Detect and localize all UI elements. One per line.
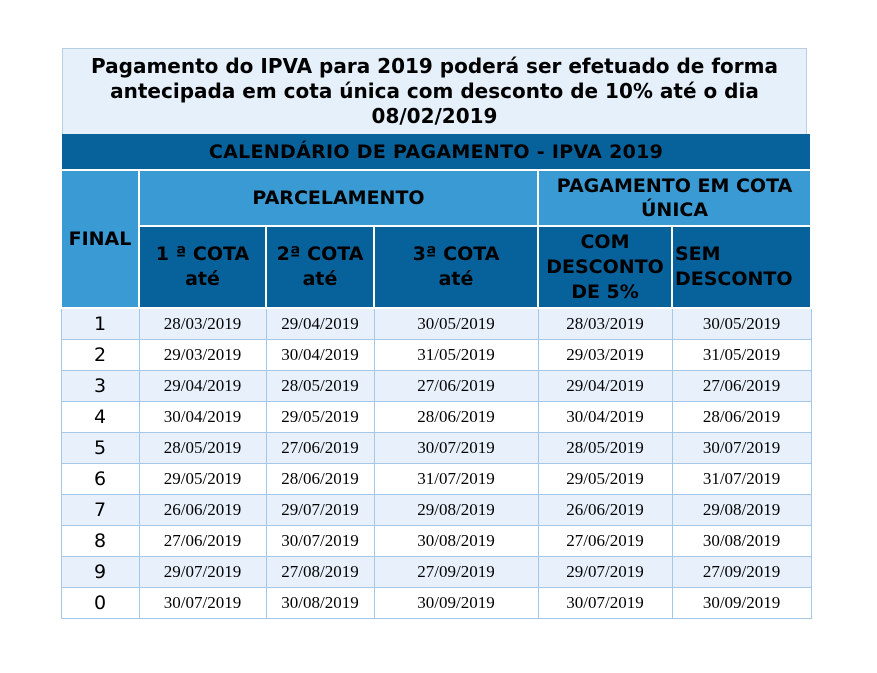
calendar-body [61, 308, 811, 619]
payment-calendar-table [60, 134, 812, 619]
sem-desconto-date-cell: 31/07/2019 [672, 464, 811, 495]
final-header: FINAL [61, 170, 139, 308]
table-row [61, 371, 811, 402]
com-desconto-header [538, 226, 672, 308]
cota1-header-line-1: 1 ª COTA [155, 243, 250, 265]
com-desconto-date-cell: 26/06/2019 [538, 495, 672, 526]
cota2-date-cell: 29/07/2019 [266, 495, 374, 526]
cota-unica-header-line-1: PAGAMENTO EM COTA [556, 175, 793, 197]
cota1-date-cell: 27/06/2019 [139, 526, 266, 557]
cota2-header-line-1: 2ª COTA [276, 243, 364, 265]
table-row [61, 340, 811, 371]
calendar-title: CALENDÁRIO DE PAGAMENTO - IPVA 2019 [61, 134, 811, 170]
com-desconto-date-cell: 29/03/2019 [538, 340, 672, 371]
cota2-date-cell: 30/08/2019 [266, 588, 374, 619]
table-row [61, 464, 811, 495]
sem-desconto-date-cell: 30/05/2019 [672, 308, 811, 340]
final-digit-cell: 6 [61, 464, 139, 495]
com-desconto-date-cell: 30/04/2019 [538, 402, 672, 433]
cota3-header-line-1: 3ª COTA [412, 243, 500, 265]
com-desconto-date-cell: 28/05/2019 [538, 433, 672, 464]
cota2-date-cell: 30/04/2019 [266, 340, 374, 371]
cota1-date-cell: 29/03/2019 [139, 340, 266, 371]
parcelamento-header: PARCELAMENTO [139, 170, 538, 226]
sem-desconto-header [672, 226, 811, 308]
table-row [61, 495, 811, 526]
cota3-date-cell: 31/07/2019 [374, 464, 538, 495]
sem-desconto-header-line-1: SEM [675, 243, 721, 265]
cota1-header [139, 226, 266, 308]
com-desconto-date-cell: 30/07/2019 [538, 588, 672, 619]
cota1-date-cell: 30/07/2019 [139, 588, 266, 619]
sem-desconto-date-cell: 31/05/2019 [672, 340, 811, 371]
cota3-date-cell: 27/09/2019 [374, 557, 538, 588]
cota2-date-cell: 28/05/2019 [266, 371, 374, 402]
cota1-date-cell: 26/06/2019 [139, 495, 266, 526]
sem-desconto-date-cell: 27/09/2019 [672, 557, 811, 588]
sem-desconto-header-line-2: DESCONTO [675, 268, 793, 290]
cota2-header [266, 226, 374, 308]
cota1-date-cell: 30/04/2019 [139, 402, 266, 433]
sem-desconto-date-cell: 30/09/2019 [672, 588, 811, 619]
cota2-date-cell: 29/05/2019 [266, 402, 374, 433]
cota3-date-cell: 29/08/2019 [374, 495, 538, 526]
com-desconto-date-cell: 29/07/2019 [538, 557, 672, 588]
table-row [61, 402, 811, 433]
final-digit-cell: 5 [61, 433, 139, 464]
com-desconto-header-line-2: DESCONTO [546, 255, 664, 278]
com-desconto-date-cell: 27/06/2019 [538, 526, 672, 557]
cota2-date-cell: 27/06/2019 [266, 433, 374, 464]
cota3-date-cell: 30/09/2019 [374, 588, 538, 619]
sem-desconto-date-cell: 28/06/2019 [672, 402, 811, 433]
cota2-date-cell: 28/06/2019 [266, 464, 374, 495]
cota3-date-cell: 31/05/2019 [374, 340, 538, 371]
cota2-header-line-2: até [302, 268, 338, 290]
sem-desconto-date-cell: 30/07/2019 [672, 433, 811, 464]
cota3-header [374, 226, 538, 308]
final-digit-cell: 7 [61, 495, 139, 526]
cota1-date-cell: 29/04/2019 [139, 371, 266, 402]
com-desconto-date-cell: 28/03/2019 [538, 308, 672, 340]
cota3-date-cell: 30/08/2019 [374, 526, 538, 557]
cota1-date-cell: 28/05/2019 [139, 433, 266, 464]
final-digit-cell: 8 [61, 526, 139, 557]
sem-desconto-date-cell: 30/08/2019 [672, 526, 811, 557]
headline-line-2: antecipada em cota única com desconto de 10% até o dia [110, 79, 759, 103]
cota1-date-cell: 29/07/2019 [139, 557, 266, 588]
com-desconto-date-cell: 29/05/2019 [538, 464, 672, 495]
sem-desconto-date-cell: 29/08/2019 [672, 495, 811, 526]
final-digit-cell: 4 [61, 402, 139, 433]
cota2-date-cell: 30/07/2019 [266, 526, 374, 557]
cota1-header-line-2: até [185, 268, 220, 290]
cota3-date-cell: 27/06/2019 [374, 371, 538, 402]
cota2-date-cell: 29/04/2019 [266, 308, 374, 340]
com-desconto-header-line-3: DE 5% [571, 280, 639, 303]
cota-unica-header [538, 170, 811, 226]
cota3-header-line-2: até [438, 268, 474, 290]
headline-notice [62, 48, 807, 134]
final-digit-cell: 2 [61, 340, 139, 371]
final-digit-cell: 0 [61, 588, 139, 619]
table-row [61, 557, 811, 588]
com-desconto-date-cell: 29/04/2019 [538, 371, 672, 402]
headline-line-3: 08/02/2019 [371, 104, 498, 128]
final-digit-cell: 3 [61, 371, 139, 402]
sem-desconto-date-cell: 27/06/2019 [672, 371, 811, 402]
com-desconto-header-line-1: COM [580, 230, 630, 253]
table-row [61, 433, 811, 464]
final-digit-cell: 1 [61, 308, 139, 340]
cota2-date-cell: 27/08/2019 [266, 557, 374, 588]
table-row [61, 588, 811, 619]
table-row [61, 308, 811, 340]
cota-unica-header-line-2: ÚNICA [641, 199, 709, 221]
cota3-date-cell: 30/05/2019 [374, 308, 538, 340]
ipva-calendar-document [60, 48, 810, 619]
cota1-date-cell: 29/05/2019 [139, 464, 266, 495]
cota1-date-cell: 28/03/2019 [139, 308, 266, 340]
cota3-date-cell: 30/07/2019 [374, 433, 538, 464]
headline-line-1: Pagamento do IPVA para 2019 poderá ser efetuado de forma [91, 54, 778, 78]
final-digit-cell: 9 [61, 557, 139, 588]
cota3-date-cell: 28/06/2019 [374, 402, 538, 433]
table-row [61, 526, 811, 557]
